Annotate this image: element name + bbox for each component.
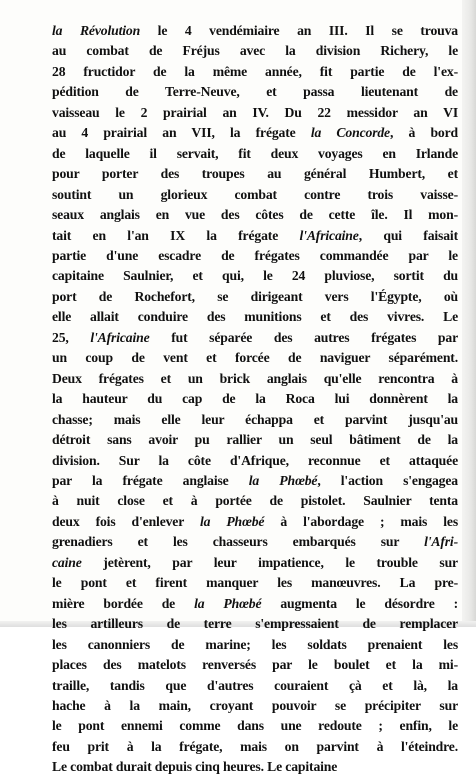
text-line — [52, 82, 458, 102]
text-line — [52, 389, 458, 409]
text-line — [52, 369, 458, 389]
text-line — [52, 62, 458, 82]
italic-text: la Phœbé — [248, 472, 318, 488]
text-segment: les canonniers de marine; les soldats prenaient les — [52, 636, 458, 652]
text-segment: , qui faisait — [358, 227, 458, 243]
text-segment: , l'action s'engagea — [317, 472, 458, 488]
text-segment: vaisseau le 2 prairial an IV. Du 22 messidor an VI — [52, 104, 458, 120]
text-segment: par la frégate anglaise — [52, 472, 249, 488]
text-line — [52, 614, 458, 634]
text-segment: la hauteur du cap de la Roca lui donnèrent la — [52, 391, 458, 407]
text-segment: au 4 prairial an VII, la frégate — [52, 125, 311, 141]
italic-text: la Phœbé — [199, 513, 265, 529]
italic-text: l'Afri- — [424, 534, 458, 550]
text-line — [52, 328, 458, 348]
text-line — [52, 205, 458, 225]
text-line — [52, 512, 458, 532]
text-segment: traille, tandis que d'autres couraient çà et là, la — [52, 677, 458, 693]
italic-text: la Phœbé — [194, 595, 262, 611]
text-segment: Deux frégates et un brick anglais qu'elle rencontra à — [52, 370, 458, 386]
text-segment: jetèrent, par leur impatience, le trouble sur — [81, 554, 458, 570]
text-segment: port de Rochefort, se dirigeant vers l'Égypte, où — [52, 288, 458, 304]
text-line — [52, 103, 458, 123]
scan-edge-shadow — [462, 0, 476, 627]
text-line — [52, 696, 458, 716]
text-line — [52, 226, 458, 246]
text-line — [52, 246, 458, 266]
text-segment: mière bordée de — [52, 595, 195, 611]
text-line — [52, 307, 458, 327]
text-segment: un coup de vent et forcée de naviguer séparément. — [52, 350, 458, 366]
text-segment: Le combat durait depuis cinq heures. Le capitaine — [52, 759, 338, 775]
text-line — [52, 553, 458, 573]
text-line — [52, 185, 458, 205]
text-segment: grenadiers et les chasseurs embarqués sur — [52, 534, 425, 550]
italic-text: la Révolution — [52, 23, 141, 38]
text-segment: deux fois d'enlever — [52, 513, 200, 529]
text-segment: à nuit close et à portée de pistolet. Saulnier tenta — [52, 493, 458, 509]
text-line — [52, 532, 458, 552]
text-line — [52, 21, 458, 41]
text-segment: chasse; mais elle leur échappa et parvint jusqu'au — [52, 411, 458, 427]
text-segment: au combat de Fréjus avec la division Richery, le — [52, 43, 458, 59]
text-line — [52, 144, 458, 164]
text-line — [52, 348, 458, 368]
text-line — [52, 451, 458, 471]
text-line — [52, 676, 458, 696]
text-segment: 28 fructidor de la même année, fit partie de l'ex- — [52, 63, 458, 79]
text-line — [52, 287, 458, 307]
text-segment: , à bord — [390, 125, 458, 141]
text-segment: le 4 vendémiaire an III. Il se trouva — [140, 23, 458, 38]
italic-text: l'Africaine — [299, 227, 359, 243]
text-segment: augmenta le désordre : — [261, 595, 458, 611]
text-line — [52, 266, 458, 286]
italic-text: l'Africaine — [90, 329, 150, 345]
text-line — [52, 164, 458, 184]
text-line — [52, 573, 458, 593]
italic-text: caine — [52, 554, 82, 570]
text-line — [52, 41, 458, 61]
text-segment: 25, — [52, 329, 91, 345]
text-line — [52, 430, 458, 450]
text-segment: de laquelle il servait, fit deux voyages en Irlande — [52, 145, 458, 161]
text-line — [52, 410, 458, 430]
text-line — [52, 716, 458, 736]
text-line — [52, 471, 458, 491]
text-segment: pour porter des troupes au général Humbert, et — [52, 166, 458, 182]
body-text — [52, 21, 458, 778]
text-line — [52, 594, 458, 614]
text-segment: seaux anglais en vue des côtes de cette île. Il mon- — [52, 207, 458, 223]
text-segment: les artilleurs de terre s'empressaient de remplacer — [52, 616, 458, 632]
text-segment: fut séparée des autres frégates par — [149, 329, 458, 345]
text-segment: partie d'une escadre de frégates commandée par le — [52, 247, 458, 263]
text-line — [52, 491, 458, 511]
italic-text: la Concorde — [310, 125, 390, 141]
text-segment: elle allait conduire des munitions et des vivres. Le — [52, 309, 458, 325]
text-segment: division. Sur la côte d'Afrique, reconnue et attaquée — [52, 452, 458, 468]
text-segment: tait en l'an IX la frégate — [52, 227, 300, 243]
text-segment: pédition de Terre-Neuve, et passa lieutenant de — [52, 84, 458, 100]
text-line — [52, 635, 458, 655]
text-segment: le pont et firent manquer les manœuvres. La pre- — [52, 575, 458, 591]
text-line — [52, 655, 458, 675]
text-segment: soutint un glorieux combat contre trois vaisse- — [52, 186, 458, 202]
text-segment: le pont ennemi comme dans une redoute ; enfin, le — [52, 718, 458, 734]
text-segment: capitaine Saulnier, et qui, le 24 pluviose, sortit du — [52, 268, 458, 284]
text-segment: places des matelots renversés par le boulet et la mi- — [52, 657, 458, 673]
text-line — [52, 737, 458, 757]
text-line — [52, 123, 458, 143]
text-segment: détroit sans avoir pu rallier un seul bâtiment de la — [52, 432, 458, 448]
text-segment: à l'abordage ; mais les — [264, 513, 458, 529]
text-segment: hache à la main, croyant pouvoir se précipiter sur — [52, 697, 458, 713]
text-segment: feu prit à la frégate, mais on parvint à l'éteindre. — [52, 738, 458, 754]
text-line — [52, 757, 458, 777]
